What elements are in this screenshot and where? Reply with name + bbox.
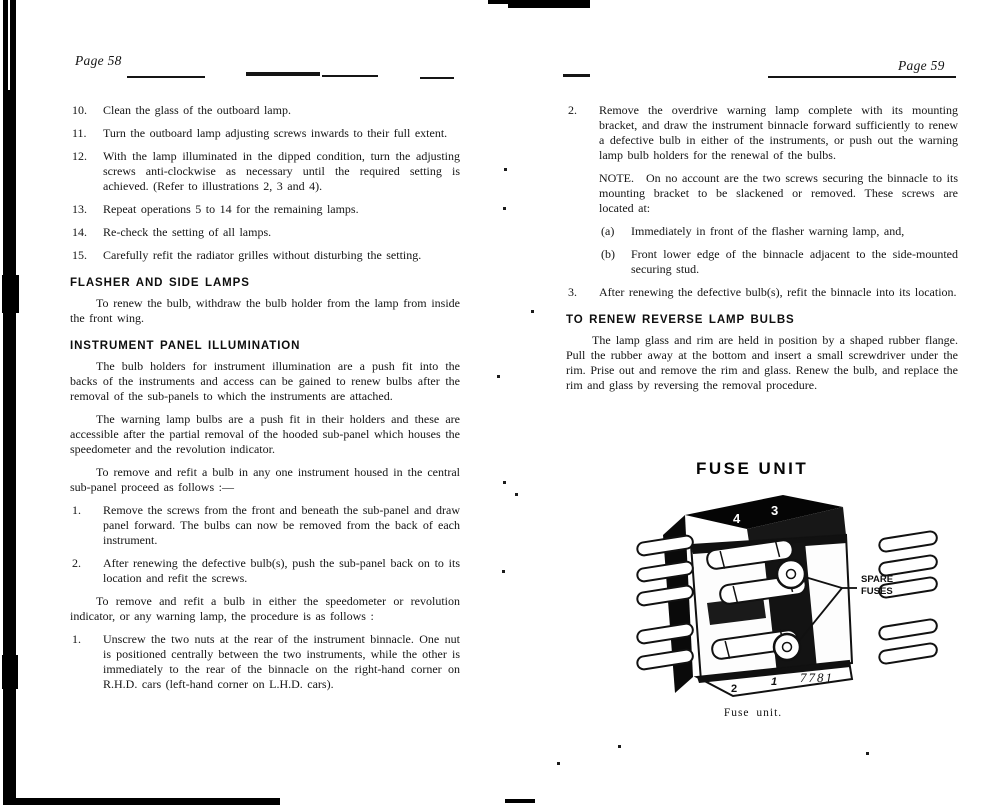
gutter-speck: [531, 310, 534, 313]
text-block: [70, 202, 460, 217]
item-number: 1.: [72, 632, 81, 646]
right-page-column: [566, 103, 958, 401]
item-text: Repeat operations 5 to 14 for the remaining lamps.: [103, 202, 359, 216]
text-block: [566, 333, 958, 393]
text-block: [70, 248, 460, 263]
header-rule-segment: [322, 75, 378, 77]
item-text: The warning lamp bulbs are a push fit in their holders and these are accessible after the partial removal of the hooded sub-panel which houses the speedometer and the revolution indicator.: [70, 412, 460, 456]
part-label-1: 1: [771, 676, 778, 688]
fuse-unit-figure: [563, 455, 963, 755]
text-block: [70, 359, 460, 404]
text-block: [70, 339, 460, 354]
header-rule-segment: [127, 76, 205, 78]
item-number: 10.: [72, 103, 87, 117]
spare-fuses-label-line1: SPARE: [861, 574, 894, 585]
header-rule-segment: [563, 74, 590, 77]
item-text: The bulb holders for instrument illumination are a push fit into the backs of the instruments and access can be gained to renew bulbs after the removal of the sub-panels to which the instruments are attached.: [70, 359, 460, 403]
bottom-smudge-dash: [505, 799, 535, 803]
binding-bar-gap: [8, 0, 10, 90]
item-number: 11.: [72, 126, 87, 140]
part-label-2: 2: [731, 683, 738, 695]
item-number: (a): [601, 224, 615, 238]
item-text: Unscrew the two nuts at the rear of the instrument binnacle. One nut is positioned centrally between the two instruments, while the other is immediately to the rear of the binnacle on the right-hand corner on R.H.D. cars (left-hand corner on L.H.D. cars).: [103, 632, 460, 691]
item-number: 13.: [72, 202, 87, 216]
item-text: After renewing the defective bulb(s), refit the binnacle into its location.: [599, 285, 957, 299]
item-number: (b): [601, 247, 615, 261]
left-page-number: Page 58: [75, 53, 122, 68]
text-block: [70, 126, 460, 141]
gutter-speck: [502, 570, 505, 573]
gutter-speck: [515, 493, 518, 496]
part-label-3: 3: [771, 503, 779, 518]
item-number: 12.: [72, 149, 87, 163]
text-block: [566, 247, 958, 277]
item-number: 15.: [72, 248, 87, 262]
binding-bar-left-blob2: [2, 655, 18, 689]
item-number: 2.: [568, 103, 577, 117]
text-block: [70, 276, 460, 291]
item-text: Immediately in front of the flasher warning lamp, and,: [631, 224, 905, 238]
item-text: Clean the glass of the outboard lamp.: [103, 103, 291, 117]
part-label-4: 4: [733, 511, 741, 526]
item-text: To renew the bulb, withdraw the bulb holder from the lamp from inside the front wing.: [70, 296, 460, 325]
binding-bar-left-blob1: [2, 275, 19, 313]
text-block: [70, 225, 460, 240]
text-block: [70, 103, 460, 118]
item-text: TO RENEW REVERSE LAMP BULBS: [566, 314, 795, 326]
text-block: [599, 171, 958, 216]
item-text: After renewing the defective bulb(s), push the sub-panel back on to its location and refit the screws.: [103, 556, 460, 585]
page-speck: [557, 762, 560, 765]
item-text: NOTE. On no account are the two screws securing the binnacle to its mounting bracket to be slackened or removed. These screws are located at:: [599, 171, 958, 215]
right-terminal-tabs: [878, 531, 937, 665]
header-rule-segment: [768, 76, 956, 78]
text-block: [70, 503, 460, 548]
item-text: Front lower edge of the binnacle adjacent to the side-mounted securing stud.: [631, 247, 958, 276]
left-page-column: [70, 103, 460, 700]
item-number: 2.: [72, 556, 81, 570]
text-block: [70, 296, 460, 326]
gutter-speck: [504, 168, 507, 171]
figure-caption: Fuse unit.: [723, 707, 783, 719]
text-block: [70, 594, 460, 624]
gutter-speck: [503, 481, 506, 484]
figure-title: FUSE UNIT: [696, 459, 809, 478]
item-text: INSTRUMENT PANEL ILLUMINATION: [70, 340, 301, 352]
item-text: To remove and refit a bulb in either the speedometer or revolution indicator, or any warning lamp, the procedure is as follows :: [70, 594, 460, 623]
item-text: Remove the screws from the front and beneath the sub-panel and draw panel forward. The bulbs can now be removed from the back of each instrument.: [103, 503, 460, 547]
gutter-speck: [497, 375, 500, 378]
item-number: 14.: [72, 225, 87, 239]
text-block: [70, 149, 460, 194]
fuse-unit-illustration: [635, 485, 945, 710]
spare-fuses-label-line2: FUSES: [861, 586, 893, 597]
text-block: [70, 412, 460, 457]
header-rule-segment: [246, 72, 320, 76]
right-page-number: Page 59: [898, 58, 945, 73]
top-smudge-2: [508, 4, 590, 8]
text-block: [566, 285, 958, 300]
item-text: To remove and refit a bulb in any one instrument housed in the central sub-panel proceed as follows :—: [70, 465, 460, 494]
text-block: [566, 224, 958, 239]
item-text: Remove the overdrive warning lamp complete with its mounting bracket, and draw the instrument binnacle forward sufficiently to renew a defective bulb in either of the instruments, or push out the warning lamp bulb holders for the renewal of the bulbs.: [599, 103, 958, 162]
bottom-smudge-long: [5, 798, 280, 805]
item-number: 1.: [72, 503, 81, 517]
item-text: Re-check the setting of all lamps.: [103, 225, 272, 239]
text-block: [70, 556, 460, 586]
item-text: Carefully refit the radiator grilles without disturbing the setting.: [103, 248, 422, 262]
figure-number: 7781: [800, 670, 834, 685]
item-text: With the lamp illuminated in the dipped condition, turn the adjusting screws anti-clockwise as necessary until the required setting is achieved. (Refer to illustrations 2, 3 and 4).: [103, 149, 460, 193]
gutter-speck: [503, 207, 506, 210]
text-block: [70, 465, 460, 495]
item-text: Turn the outboard lamp adjusting screws inwards to their full extent.: [103, 126, 448, 140]
item-text: FLASHER AND SIDE LAMPS: [70, 277, 250, 289]
item-text: The lamp glass and rim are held in position by a shaped rubber flange. Pull the rubber away at the bottom and insert a small screwdriver under the rim. Prise out and remove the rim and glass. Renew the bulb, and replace the rim and glass by reversing the removal procedure.: [566, 333, 958, 392]
item-number: 3.: [568, 285, 577, 299]
header-rule-segment: [420, 77, 454, 79]
text-block: [566, 313, 958, 328]
text-block: [70, 632, 460, 692]
text-block: [566, 103, 958, 163]
